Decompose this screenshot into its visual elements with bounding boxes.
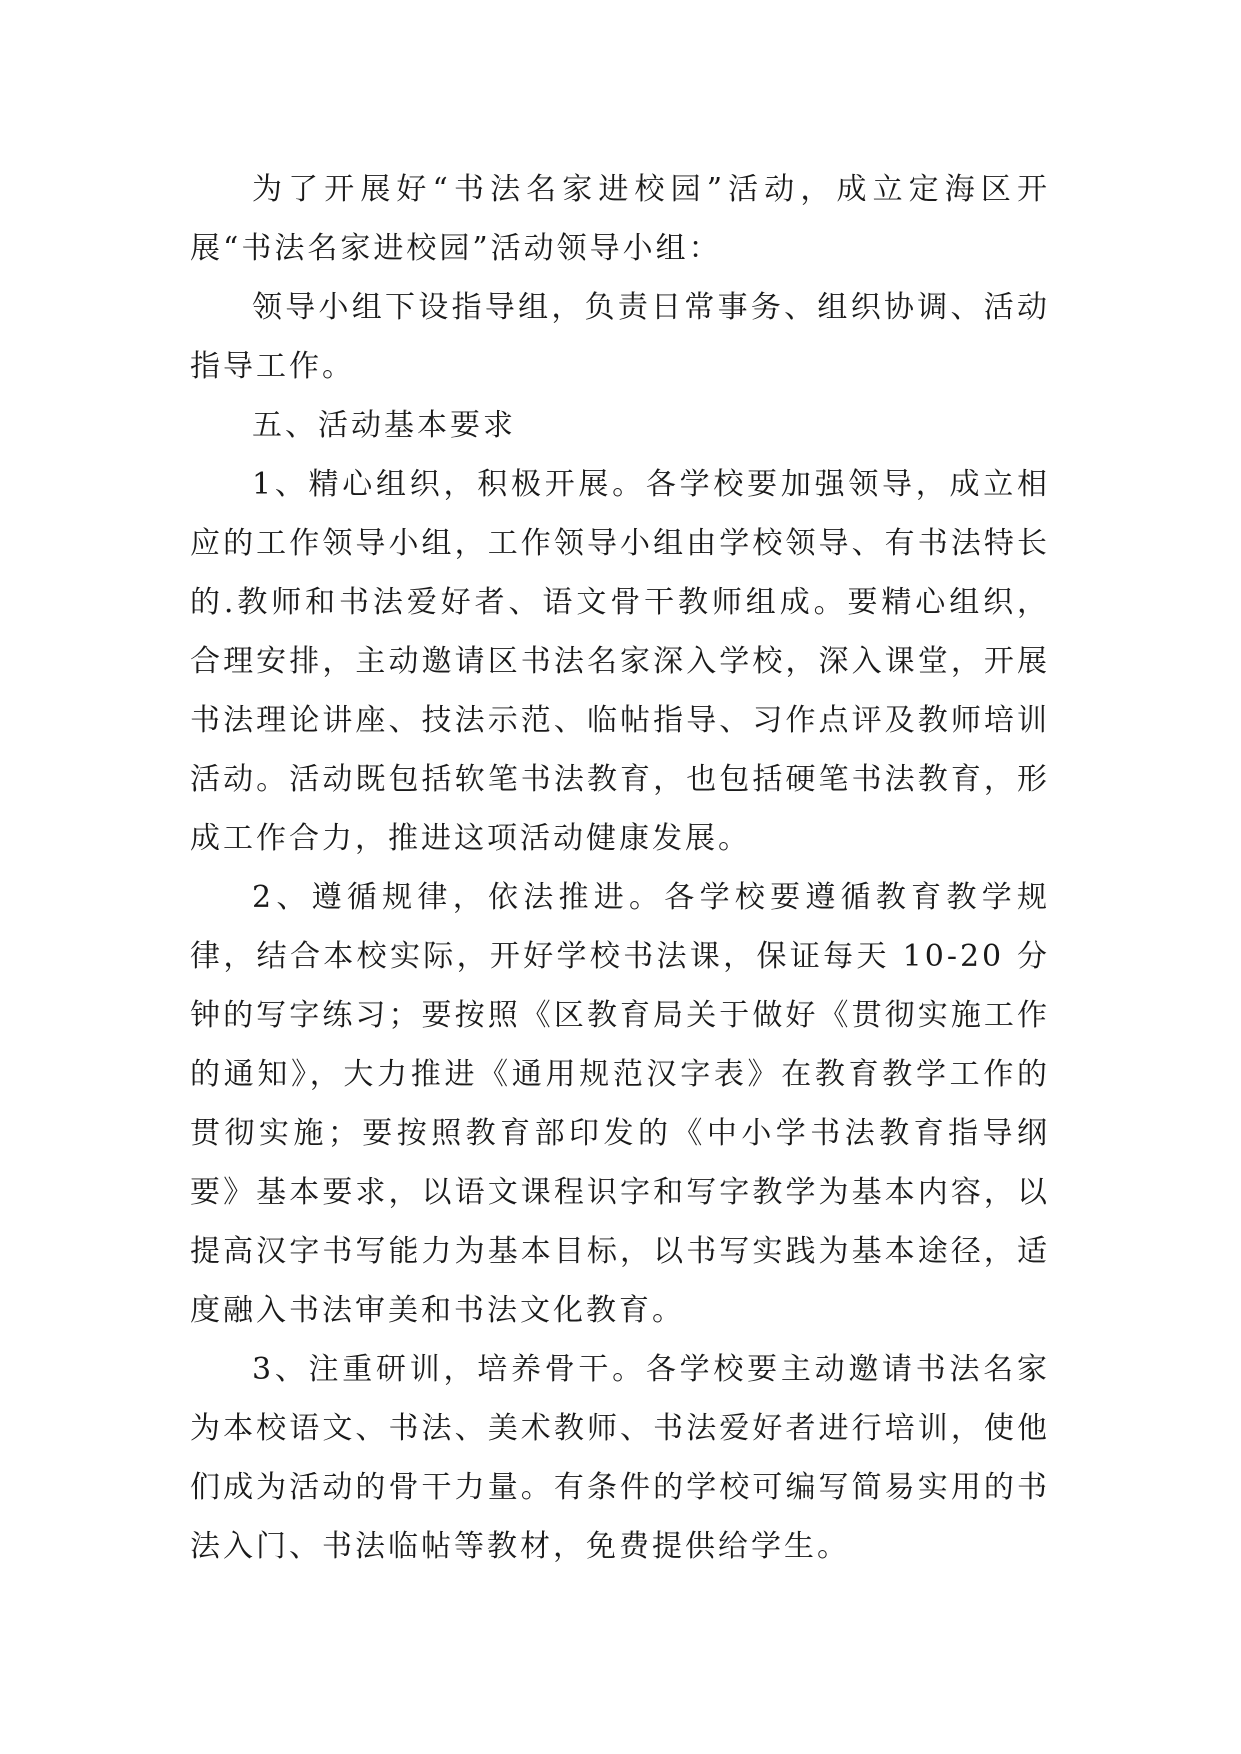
section-heading-requirements: 五、活动基本要求 [252,408,516,443]
paragraph-item-3: 3、注重研训，培养骨干。各学校要主动邀请书法名家为本校语文、书法、美术教师、书法爱好者进行培训，使他们成为活动的骨干力量。有条件的学校可编写简易实用的书法入门、书法临帖等教材，免费提供给学生。 [190,1352,1050,1564]
document-body [190,160,1050,1576]
paragraph-guidance-group: 领导小组下设指导组，负责日常事务、组织协调、活动指导工作。 [190,290,1050,384]
paragraph-item-1: 1、精心组织，积极开展。各学校要加强领导，成立相应的工作领导小组，工作领导小组由学校领导、有书法特长的.教师和书法爱好者、语文骨干教师组成。要精心组织，合理安排，主动邀请区书法名家深入学校，深入课堂，开展书法理论讲座、技法示范、临帖指导、习作点评及教师培训活动。活动既包括软笔书法教育，也包括硬笔书法教育，形成工作合力，推进这项活动健康发展。 [190,467,1050,856]
paragraph-intro: 为了开展好“书法名家进校园”活动，成立定海区开展“书法名家进校园”活动领导小组： [190,172,1050,266]
paragraph-item-2: 2、遵循规律，依法推进。各学校要遵循教育教学规律，结合本校实际，开好学校书法课，保证每天 10-20 分钟的写字练习；要按照《区教育局关于做好《贯彻实施工作的通知》，大力推进《通用规范汉字表》在教育教学工作的贯彻实施；要按照教育部印发的《中小学书法教育指导纲要》基本要求，以语文课程识字和写字教学为基本内容，以提高汉字书写能力为基本目标，以书写实践为基本途径，适度融入书法审美和书法文化教育。 [190,880,1050,1328]
